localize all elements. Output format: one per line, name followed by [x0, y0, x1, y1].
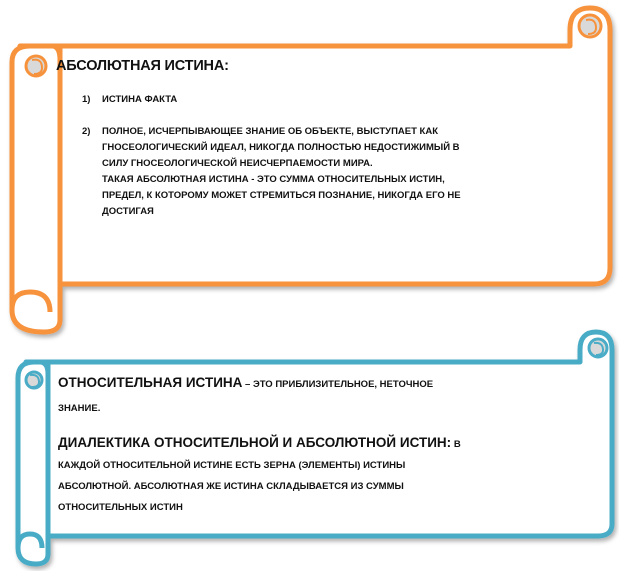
absolute-truth-title: АБСОЛЮТНАЯ ИСТИНА:	[56, 58, 229, 74]
dialectics-def-line: АБСОЛЮТНОЙ. АБСОЛЮТНАЯ ЖЕ ИСТИНА СКЛАДЫВАЕТСЯ ИЗ СУММЫ	[58, 481, 404, 492]
list-item-line: ГНОСЕОЛОГИЧЕСКИЙ ИДЕАЛ, НИКОГДА ПОЛНОСТЬЮ НЕДОСТИЖИМЫЙ В	[102, 142, 460, 153]
list-item-line: ПОЛНОЕ, ИСЧЕРПЫВАЮЩЕЕ ЗНАНИЕ ОБ ОБЪЕКТЕ, ВЫСТУПАЕТ КАК	[102, 126, 439, 137]
dialectics-term: ДИАЛЕКТИКА ОТНОСИТЕЛЬНОЙ И АБСОЛЮТНОЙ ИСТИН:	[58, 435, 452, 450]
list-item-number: 1)	[82, 94, 91, 105]
relative-truth-def-tail: ЗНАНИЕ.	[58, 403, 101, 414]
list-item	[72, 124, 572, 220]
relative-truth-def-lead: – ЭТО ПРИБЛИЗИТЕЛЬНОЕ, НЕТОЧНОЕ	[242, 379, 434, 390]
relative-truth-definition	[58, 372, 558, 420]
dialectics-def-lead: В	[451, 439, 461, 450]
dialectics-def-line: КАЖДОЙ ОТНОСИТЕЛЬНОЙ ИСТИНЕ ЕСТЬ ЗЕРНА (ЭЛЕМЕНТЫ) ИСТИНЫ	[58, 460, 406, 471]
scroll-top-left-roll	[12, 46, 60, 332]
list-item-line: ИСТИНА ФАКТА	[102, 94, 178, 105]
dialectics-def-line: ОТНОСИТЕЛЬНЫХ ИСТИН	[58, 502, 183, 513]
list-item	[72, 92, 572, 108]
list-item-line: ТАКАЯ АБСОЛЮТНАЯ ИСТИНА - ЭТО СУММА ОТНОСИТЕЛЬНЫХ ИСТИН,	[102, 174, 445, 185]
absolute-truth-list	[72, 92, 572, 236]
relative-truth-term: ОТНОСИТЕЛЬНАЯ ИСТИНА	[58, 375, 243, 390]
list-item-number: 2)	[82, 126, 91, 137]
list-item-line: ПРЕДЕЛ, К КОТОРОМУ МОЖЕТ СТРЕМИТЬСЯ ПОЗНАНИЕ, НИКОГДА ЕГО НЕ	[102, 190, 461, 201]
relative-truth-block	[58, 372, 558, 517]
dialectics-definition	[58, 433, 558, 517]
list-item-line: СИЛУ ГНОСЕОЛОГИЧЕСКОЙ НЕИСЧЕРПАЕМОСТИ МИРА.	[102, 158, 373, 169]
list-item-line: ДОСТИГАЯ	[102, 206, 154, 217]
